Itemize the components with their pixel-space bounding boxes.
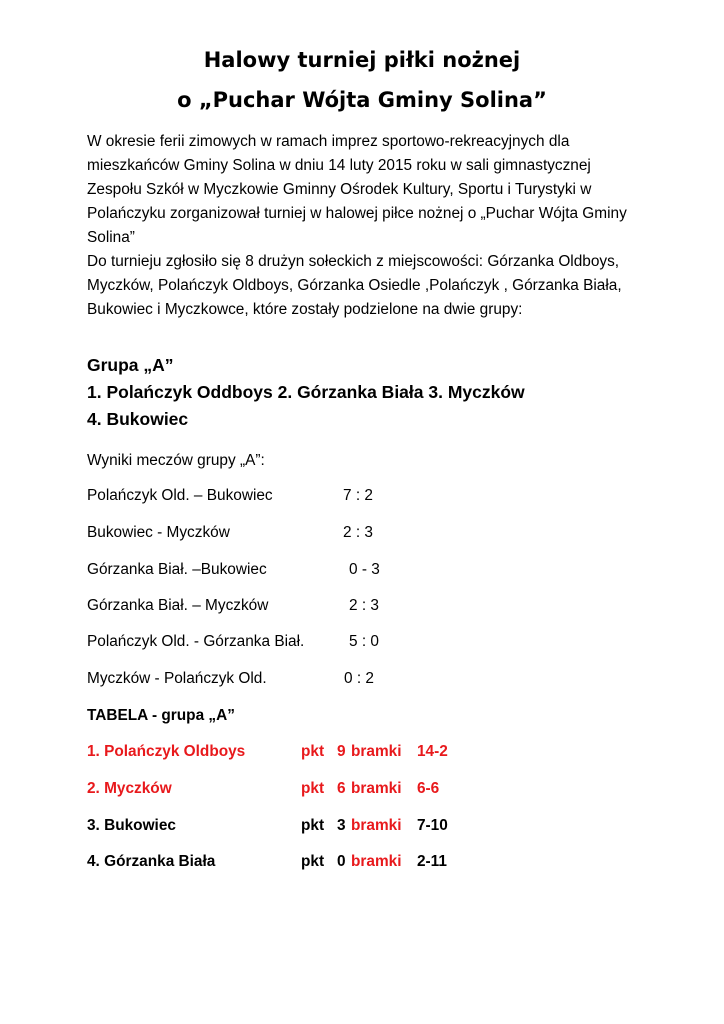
match-score: 7 : 2 <box>343 487 373 504</box>
table-row <box>87 853 537 873</box>
goals-label: bramki <box>351 853 402 870</box>
team-name: 2. Myczków <box>87 780 172 797</box>
points-label: pkt <box>301 817 325 834</box>
points-label: pkt <box>301 853 325 870</box>
table-row <box>87 780 537 800</box>
points-value: 3 <box>337 817 346 834</box>
goals-value: 6-6 <box>417 780 440 797</box>
match-row <box>87 524 507 544</box>
intro-paragraph-2: Do turnieju zgłosiło się 8 drużyn sołeckich z miejscowości: Górzanka Oldboys, Myczków, Polańczyk Oldboys, Górzanka Osiedle ,Polańczyk , Górzanka Biała, Bukowiec i Myczkowce, które zostały podzielone na dwie grupy: <box>87 253 622 318</box>
match-teams: Polańczyk Old. - Górzanka Biał. <box>87 633 305 650</box>
match-score: 5 : 0 <box>349 633 379 650</box>
group-heading: Grupa „A” <box>87 355 174 375</box>
points-label: pkt <box>301 743 325 760</box>
table-row <box>87 743 537 763</box>
match-score: 0 : 2 <box>344 670 374 687</box>
document-title: Halowy turniej piłki nożnej <box>203 48 521 72</box>
match-teams: Górzanka Biał. –Bukowiec <box>87 561 267 578</box>
table-heading: TABELA - grupa „A” <box>87 707 235 724</box>
match-teams: Polańczyk Old. – Bukowiec <box>87 487 273 504</box>
group-a-block <box>87 352 525 433</box>
match-row <box>87 670 507 690</box>
points-label: pkt <box>301 780 325 797</box>
group-teams-line-2: 4. Bukowiec <box>87 409 189 429</box>
goals-label: bramki <box>351 780 402 797</box>
goals-label: bramki <box>351 817 402 834</box>
match-teams: Górzanka Biał. – Myczków <box>87 597 269 614</box>
match-teams: Bukowiec - Myczków <box>87 524 230 541</box>
points-value: 6 <box>337 780 346 797</box>
match-row <box>87 487 507 507</box>
match-score: 2 : 3 <box>343 524 373 541</box>
match-teams: Myczków - Polańczyk Old. <box>87 670 267 687</box>
match-score: 0 - 3 <box>349 561 380 578</box>
goals-value: 7-10 <box>417 817 448 834</box>
goals-value: 14-2 <box>417 743 448 760</box>
match-row <box>87 633 507 653</box>
points-value: 0 <box>337 853 346 870</box>
results-heading: Wyniki meczów grupy „A”: <box>87 452 265 469</box>
goals-value: 2-11 <box>417 853 447 870</box>
match-row <box>87 597 507 617</box>
intro-text <box>87 130 647 322</box>
group-teams-line-1: 1. Polańczyk Oddboys 2. Górzanka Biała 3. Myczków <box>87 382 525 402</box>
match-row <box>87 561 507 581</box>
team-name: 4. Górzanka Biała <box>87 853 216 870</box>
team-name: 3. Bukowiec <box>87 817 176 834</box>
intro-paragraph-1: W okresie ferii zimowych w ramach imprez sportowo-rekreacyjnych dla mieszkańców Gminy Solina w dniu 14 luty 2015 roku w sali gimnastycznej Zespołu Szkół w Myczkowie Gminny Ośrodek Kultury, Sportu i Turystyki w Polańczyku zorganizował turniej w halowej piłce nożnej o „Puchar Wójta Gminy Solina” <box>87 133 627 246</box>
goals-label: bramki <box>351 743 402 760</box>
table-row <box>87 817 537 837</box>
document-subtitle: o „Puchar Wójta Gminy Solina” <box>177 88 547 112</box>
points-value: 9 <box>337 743 346 760</box>
match-score: 2 : 3 <box>349 597 379 614</box>
team-name: 1. Polańczyk Oldboys <box>87 743 246 760</box>
